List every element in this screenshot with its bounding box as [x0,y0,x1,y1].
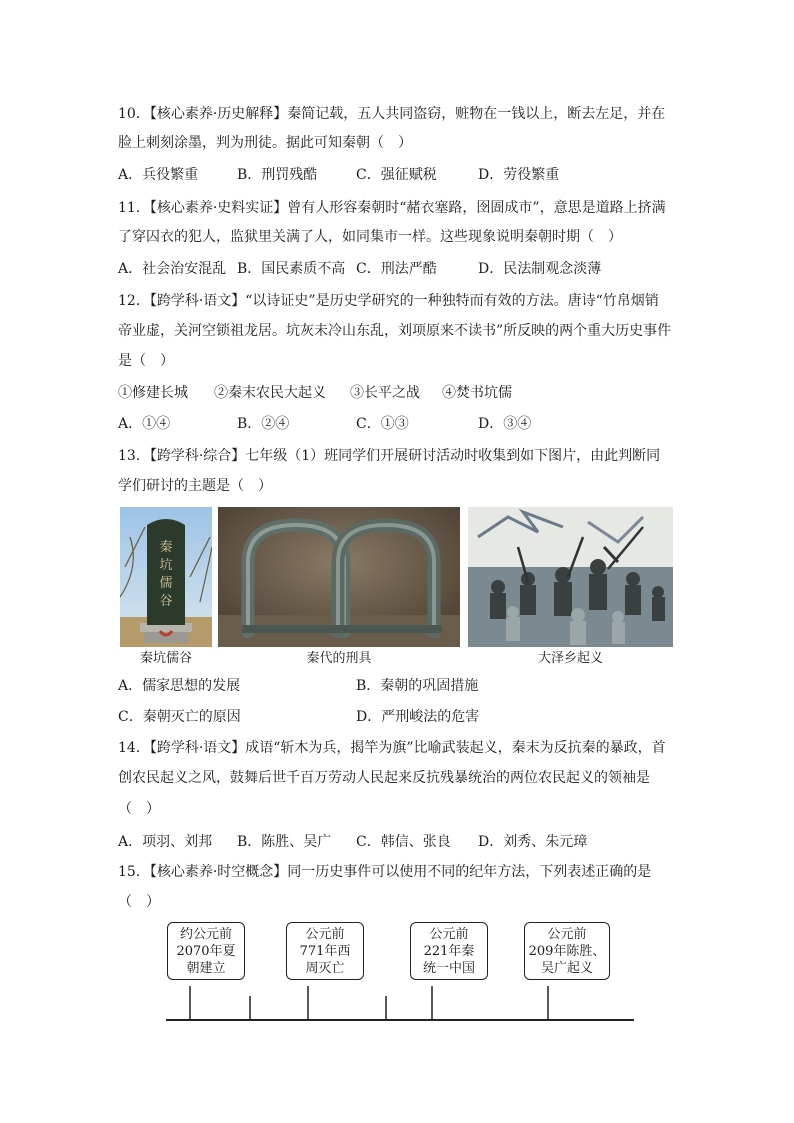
q10-option-b[interactable]: B．刑罚残酷 [237,167,318,183]
q13-line-2: 学们研讨的主题是（ ） [118,478,272,494]
q12-item-4: ④焚书坑儒 [442,385,512,401]
q13-line-1: 13．【跨学科·综合】七年级（1）班同学们开展研讨活动时收集到如下图片，由此判断同 [118,448,661,464]
q10-option-a[interactable]: A．兵役繁重 [118,167,199,183]
q11-line-1: 11．【核心素养·史料实证】曾有人形容秦朝时“赭衣塞路，囹圄成市”，意思是道路上挤满 [118,200,666,216]
timeline-box-zhou-line-2: 771年西 [299,944,351,959]
q14-option-b[interactable]: B．陈胜、吴广 [237,834,332,850]
uprising-painting [468,507,673,647]
q14-line-2: 创农民起义之风，鼓舞后世千百万劳动人民起来反抗残暴统治的两位农民起义的领袖是 [118,770,650,786]
uprising-illustration [468,507,673,647]
q11-option-a[interactable]: A．社会治安混乱 [118,261,227,277]
q12-line-3: 是（ ） [118,353,174,369]
q12-option-b[interactable]: B．②④ [237,416,290,432]
q12-item-2: ②秦末农民大起义 [214,385,326,401]
q11-line-2: 了穿囚衣的犯人，监狱里关满了人，如同集市一样。这些现象说明秦朝时期（ ） [118,229,622,245]
stele-char-4: 谷 [159,594,173,609]
shackles-photo [218,507,460,647]
q12-item-1: ①修建长城 [118,385,188,401]
q14-option-a[interactable]: A．项羽、刘邦 [118,834,213,850]
shackles-illustration [218,507,460,647]
stele-char-2: 坑 [159,558,173,573]
q11-option-b[interactable]: B．国民素质不高 [237,261,346,277]
q15-line-1: 15．【核心素养·时空概念】同一历史事件可以使用不同的纪年方法，下列表述正确的是 [118,864,652,880]
q14-line-3: （ ） [118,801,160,817]
q12-option-a[interactable]: A．①④ [118,416,171,432]
q10-option-c[interactable]: C．强征赋税 [356,167,437,183]
timeline-box-zhou-line-3: 周灭亡 [305,961,345,976]
timeline-box-western-zhou [286,922,364,980]
timeline-box-qin-line-1: 公元前 [429,927,469,942]
q14-line-1: 14．【跨学科·语文】成语“斩木为兵，揭竿为旗”比喻武装起义，秦末为反抗秦的暴政，首 [118,740,666,756]
timeline-box-xia-line-3: 朝建立 [186,961,226,976]
q10-option-d[interactable]: D．劳役繁重 [478,167,560,183]
timeline-box-chen-line-1: 公元前 [547,927,587,942]
timeline-box-zhou-line-1: 公元前 [305,927,345,942]
timeline-box-xia-line-2: 2070年夏 [176,944,236,959]
q13-option-c[interactable]: C．秦朝灭亡的原因 [118,709,241,725]
q12-line-2: 帝业虚，关河空锁祖龙居。坑灰未冷山东乱，刘项原来不读书”所反映的两个重大历史事件 [118,323,672,339]
q12-item-3: ③长平之战 [350,385,420,401]
stele-photo [120,507,212,647]
caption-stele: 秦坑儒谷 [139,651,192,666]
q13-option-b[interactable]: B．秦朝的巩固措施 [356,678,479,694]
q10-line-1: 10．【核心素养·历史解释】秦简记载，五人共同盗窃，赃物在一钱以上，断去左足，并在 [118,106,666,122]
timeline-axis [160,978,640,1028]
timeline-box-chen-line-3: 吴广起义 [540,961,593,976]
q12-option-c[interactable]: C．①③ [356,416,409,432]
q13-option-d[interactable]: D．严刑峻法的危害 [356,709,480,725]
q10-line-2: 脸上刺刻涂墨，判为刑徒。据此可知秦朝（ ） [118,135,412,151]
q12-option-d[interactable]: D．③④ [478,416,532,432]
q13-option-a[interactable]: A．儒家思想的发展 [118,678,241,694]
q12-line-1: 12．【跨学科·语文】“以诗证史”是历史学研究的一种独特而有效的方法。唐诗“竹帛烟销 [118,293,659,309]
stele-illustration [120,507,212,647]
timeline-box-qin-unification [410,922,488,980]
q14-option-d[interactable]: D．刘秀、朱元璋 [478,834,588,850]
timeline-box-qin-line-2: 221年秦 [423,944,475,959]
timeline-box-xia [167,922,245,980]
caption-uprising: 大泽乡起义 [537,651,603,666]
q15-line-2: （ ） [118,894,160,910]
q11-option-d[interactable]: D．民法制观念淡薄 [478,261,602,277]
q11-option-c[interactable]: C．刑法严酷 [356,261,437,277]
stele-char-3: 儒 [159,576,173,591]
timeline-box-chen-sheng-uprising [524,922,610,980]
timeline-box-chen-line-2: 209年陈胜、 [528,944,606,959]
stele-char-1: 秦 [159,540,173,555]
caption-shackles: 秦代的刑具 [306,651,372,666]
timeline-box-qin-line-3: 统一中国 [422,961,475,976]
timeline-box-xia-line-1: 约公元前 [179,927,232,942]
q14-option-c[interactable]: C．韩信、张良 [356,834,451,850]
